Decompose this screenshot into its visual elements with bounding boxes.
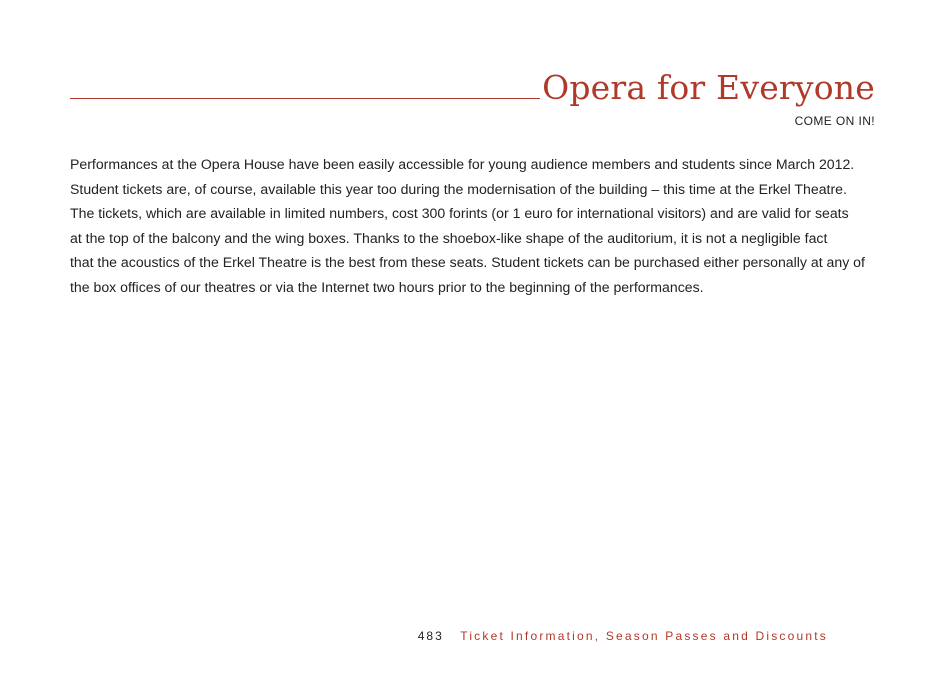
body-line: Student tickets are, of course, available this year too during the modernisation of the building – this time at the Erkel Theatre.: [70, 180, 847, 197]
body-line: the box offices of our theatres or via the Internet two hours prior to the beginning of the performances.: [70, 278, 704, 295]
body-line: that the acoustics of the Erkel Theatre is the best from these seats. Student tickets can be purchased either personally at any of: [70, 254, 865, 271]
header-rule: [70, 98, 540, 99]
body-line: at the top of the balcony and the wing boxes. Thanks to the shoebox-like shape of the auditorium, it is not a negligible fact: [70, 229, 828, 246]
footer-section-title: Ticket Information, Season Passes and Discounts: [460, 629, 828, 643]
body-line: Performances at the Opera House have been easily accessible for young audience members and students since March 2012.: [70, 156, 855, 172]
page-number: 483: [417, 629, 444, 643]
page-title: Opera for Everyone: [542, 68, 875, 107]
page-subtitle: COME ON IN!: [794, 114, 875, 128]
body-paragraph: [70, 152, 876, 300]
page-footer: [418, 627, 828, 645]
body-line: The tickets, which are available in limited numbers, cost 300 forints (or 1 euro for international visitors) and are valid for seats: [70, 205, 849, 222]
